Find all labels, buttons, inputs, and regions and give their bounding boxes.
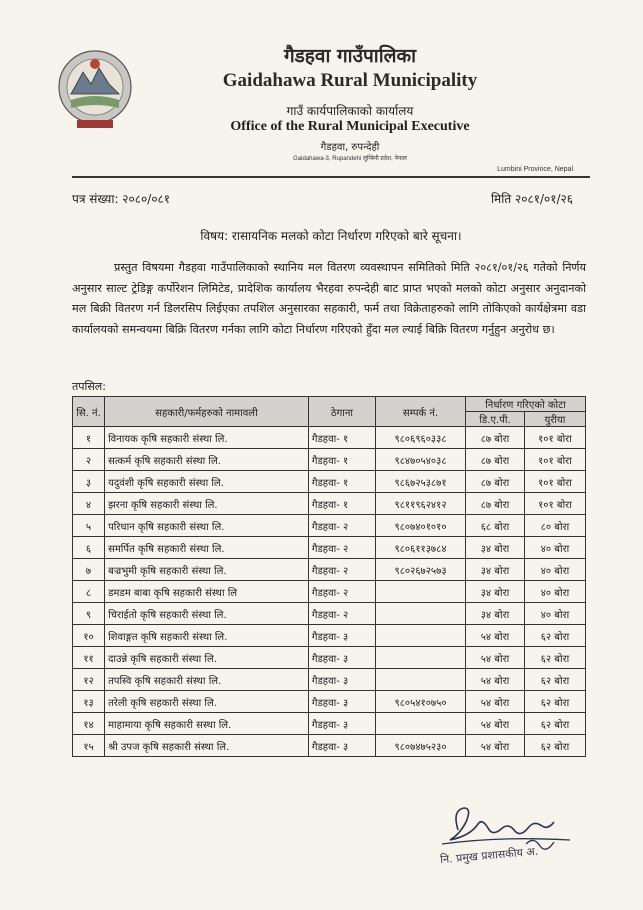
cell-name: तपस्वि कृषि सहकारी संस्था लि. (105, 669, 309, 691)
cell-address: गैडहवा- ३ (308, 647, 375, 669)
table-row (73, 713, 586, 735)
table-row (73, 581, 586, 603)
cell-contact (376, 625, 466, 647)
cell-urea: १०१ बोरा (524, 449, 585, 471)
cell-name: झरना कृषि सहकारी संस्था लि. (105, 493, 309, 515)
cell-sn: ५ (73, 515, 105, 537)
handwritten-signature (430, 800, 580, 890)
cell-contact: ९८०७४७५२३० (376, 735, 466, 757)
municipality-name-np: गैडहवा गाउँपालिका (283, 45, 417, 67)
cell-name: सत्कर्म कृषि सहकारी संस्था लि. (105, 449, 309, 471)
cell-address: गैडहवा- २ (308, 559, 375, 581)
cell-dap: ५४ बोरा (466, 713, 525, 735)
cell-sn: १२ (73, 669, 105, 691)
header-contact: सम्पर्क नं. (376, 397, 466, 427)
table-row (73, 559, 586, 581)
cell-dap: ५४ बोरा (466, 691, 525, 713)
body-paragraph: प्रस्तुत विषयमा गैडहवा गाउँपालिकाको स्थानिय मल वितरण व्यवस्थापन समितिको मिति २०८१/०१/२६ गतेको निर्णय अनुसार साल्ट ट्रेडिङ्ग कर्पोरेशन लिमिटेड, प्रादेशिक कार्यालय भैरहवा रुपन्देही बाट प्राप्त भएको मलको कोटा अनुसार अनुदानको मल बिक्री वितरण गर्न डिलरसिप लिईएका तपशिल अनुसारका सहकारी, फर्म तथा विक्रेताहरुको लागि तोकिएको कार्यक्षेत्रमा वडा कार्यालयको समन्वयमा बिक्रि वितरण गर्नका लागि कोटा निर्धारण गरिएको हुँदा मल ल्याई बिक्रि वितरण गर्नुहुन अनुरोध छ। (72, 261, 586, 336)
office-name-np: गाउँ कार्यपालिकाको कार्यालय (286, 104, 414, 118)
quota-table (72, 396, 586, 757)
cell-name: बज्रभुमी कृषि सहकारी संस्था लि. (105, 559, 309, 581)
cell-contact: ९८४७०५४०३८ (376, 449, 466, 471)
cell-sn: ८ (73, 581, 105, 603)
cell-contact (376, 669, 466, 691)
subject-line: विषय: रासायनिक मलको कोटा निर्धारण गरिएको बारे सूचना। (200, 229, 462, 243)
header-address: ठेगाना (308, 397, 375, 427)
cell-sn: १४ (73, 713, 105, 735)
cell-dap: ८७ बोरा (466, 471, 525, 493)
cell-urea: ४० बोरा (524, 537, 585, 559)
cell-urea: ६२ बोरा (524, 647, 585, 669)
cell-dap: ८७ बोरा (466, 427, 525, 449)
cell-name: यदुवंशी कृषि सहकारी संस्था लि. (105, 471, 309, 493)
cell-contact (376, 603, 466, 625)
header-name: सहकारी/फर्महरुको नामावली (105, 397, 309, 427)
cell-urea: ४० बोरा (524, 559, 585, 581)
header-divider (72, 176, 590, 178)
cell-dap: ५४ बोरा (466, 647, 525, 669)
office-name-en: Office of the Rural Municipal Executive (230, 119, 470, 134)
office-location-np: गैडहवा, रुपन्देही (320, 142, 380, 153)
signatory-title: नि. प्रमुख प्रशासकीय अ. (439, 844, 539, 867)
cell-name: डमडम बाबा कृषि सहकारी संस्था लि (105, 581, 309, 603)
cell-sn: ७ (73, 559, 105, 581)
cell-name: श्री उपज कृषि सहकारी संस्था लि. (105, 735, 309, 757)
cell-contact: ९८०६११३७८४ (376, 537, 466, 559)
cell-address: गैडहवा- १ (308, 471, 375, 493)
cell-contact: ९८०७४०१०१० (376, 515, 466, 537)
table-row (73, 603, 586, 625)
cell-dap: ८७ बोरा (466, 493, 525, 515)
cell-address: गैडहवा- २ (308, 581, 375, 603)
table-row (73, 537, 586, 559)
office-address: Gaidahawa-3, Rupandehi लुम्बिनी प्रदेश, नेपाल (293, 156, 407, 162)
table-row (73, 735, 586, 757)
municipality-name-en: Gaidahawa Rural Municipality (222, 70, 478, 91)
header-sn: सि. नं. (73, 397, 105, 427)
cell-sn: ३ (73, 471, 105, 493)
cell-address: गैडहवा- ३ (308, 735, 375, 757)
cell-sn: ९ (73, 603, 105, 625)
cell-name: चिराईतो कृषि सहकारी संस्था लि. (105, 603, 309, 625)
cell-urea: ६२ बोरा (524, 669, 585, 691)
cell-contact (376, 647, 466, 669)
cell-name: विनायक कृषि सहकारी संस्था लि. (105, 427, 309, 449)
cell-contact: ९८०५४१०७५० (376, 691, 466, 713)
cell-urea: ६२ बोरा (524, 625, 585, 647)
cell-sn: २ (73, 449, 105, 471)
cell-contact: ९८११९६२४१२ (376, 493, 466, 515)
cell-sn: १५ (73, 735, 105, 757)
cell-urea: ६२ बोरा (524, 735, 585, 757)
cell-address: गैडहवा- १ (308, 427, 375, 449)
cell-name: समर्पित कृषि सहकारी संस्था लि. (105, 537, 309, 559)
table-row (73, 625, 586, 647)
cell-address: गैडहवा- ३ (308, 625, 375, 647)
table-row (73, 647, 586, 669)
cell-address: गैडहवा- २ (308, 537, 375, 559)
cell-dap: ३४ बोरा (466, 581, 525, 603)
cell-contact: ९८६७२५३८७१ (376, 471, 466, 493)
cell-name: परिधान कृषि सहकारी संस्था लि. (105, 515, 309, 537)
cell-contact (376, 713, 466, 735)
cell-address: गैडहवा- ३ (308, 691, 375, 713)
table-row (73, 449, 586, 471)
cell-urea: ४० बोरा (524, 603, 585, 625)
cell-sn: ४ (73, 493, 105, 515)
cell-dap: ३४ बोरा (466, 559, 525, 581)
table-row (73, 515, 586, 537)
cell-sn: ६ (73, 537, 105, 559)
table-row (73, 427, 586, 449)
cell-contact: ९८०६९६०३३८ (376, 427, 466, 449)
cell-dap: ५४ बोरा (466, 735, 525, 757)
cell-urea: १०१ बोरा (524, 427, 585, 449)
province-label: Lumbini Province, Nepal (497, 166, 573, 173)
cell-urea: ८० बोरा (524, 515, 585, 537)
cell-sn: १ (73, 427, 105, 449)
table-row (73, 691, 586, 713)
cell-dap: ५४ बोरा (466, 625, 525, 647)
table-row (73, 669, 586, 691)
cell-contact (376, 581, 466, 603)
cell-address: गैडहवा- १ (308, 493, 375, 515)
cell-address: गैडहवा- २ (308, 515, 375, 537)
cell-address: गैडहवा- १ (308, 449, 375, 471)
cell-address: गैडहवा- ३ (308, 669, 375, 691)
table-row (73, 471, 586, 493)
cell-address: गैडहवा- २ (308, 603, 375, 625)
cell-urea: ४० बोरा (524, 581, 585, 603)
cell-name: दाउन्ने कृषि सहकारी संस्था लि. (105, 647, 309, 669)
cell-contact: ९८०२६७२५७३ (376, 559, 466, 581)
reference-number: पत्र संख्या: २०८०/०८१ (72, 192, 171, 206)
cell-dap: ३४ बोरा (466, 603, 525, 625)
details-label: तपसिल: (72, 380, 106, 393)
cell-dap: ३४ बोरा (466, 537, 525, 559)
cell-sn: १३ (73, 691, 105, 713)
header-dap: डि.ए.पी. (466, 412, 525, 427)
cell-urea: १०१ बोरा (524, 471, 585, 493)
cell-dap: ६८ बोरा (466, 515, 525, 537)
cell-name: शिवाङ्गत कृषि सहकारी संस्था लि. (105, 625, 309, 647)
cell-dap: ८७ बोरा (466, 449, 525, 471)
cell-dap: ५४ बोरा (466, 669, 525, 691)
header-urea: युरीया (524, 412, 585, 427)
cell-urea: ६२ बोरा (524, 713, 585, 735)
cell-sn: ११ (73, 647, 105, 669)
cell-name: तरेली कृषि सहकारी संस्था लि. (105, 691, 309, 713)
header-quota: निर्धारण गरिएको कोटा (466, 397, 586, 412)
letter-date: मिति २०८१/०१/२६ (490, 192, 573, 206)
cell-address: गैडहवा- ३ (308, 713, 375, 735)
cell-urea: ६२ बोरा (524, 691, 585, 713)
municipality-emblem (55, 42, 135, 137)
cell-sn: १० (73, 625, 105, 647)
table-row (73, 493, 586, 515)
cell-urea: १०१ बोरा (524, 493, 585, 515)
cell-name: माहामाया कृषि सहकारी सस्था लि. (105, 713, 309, 735)
